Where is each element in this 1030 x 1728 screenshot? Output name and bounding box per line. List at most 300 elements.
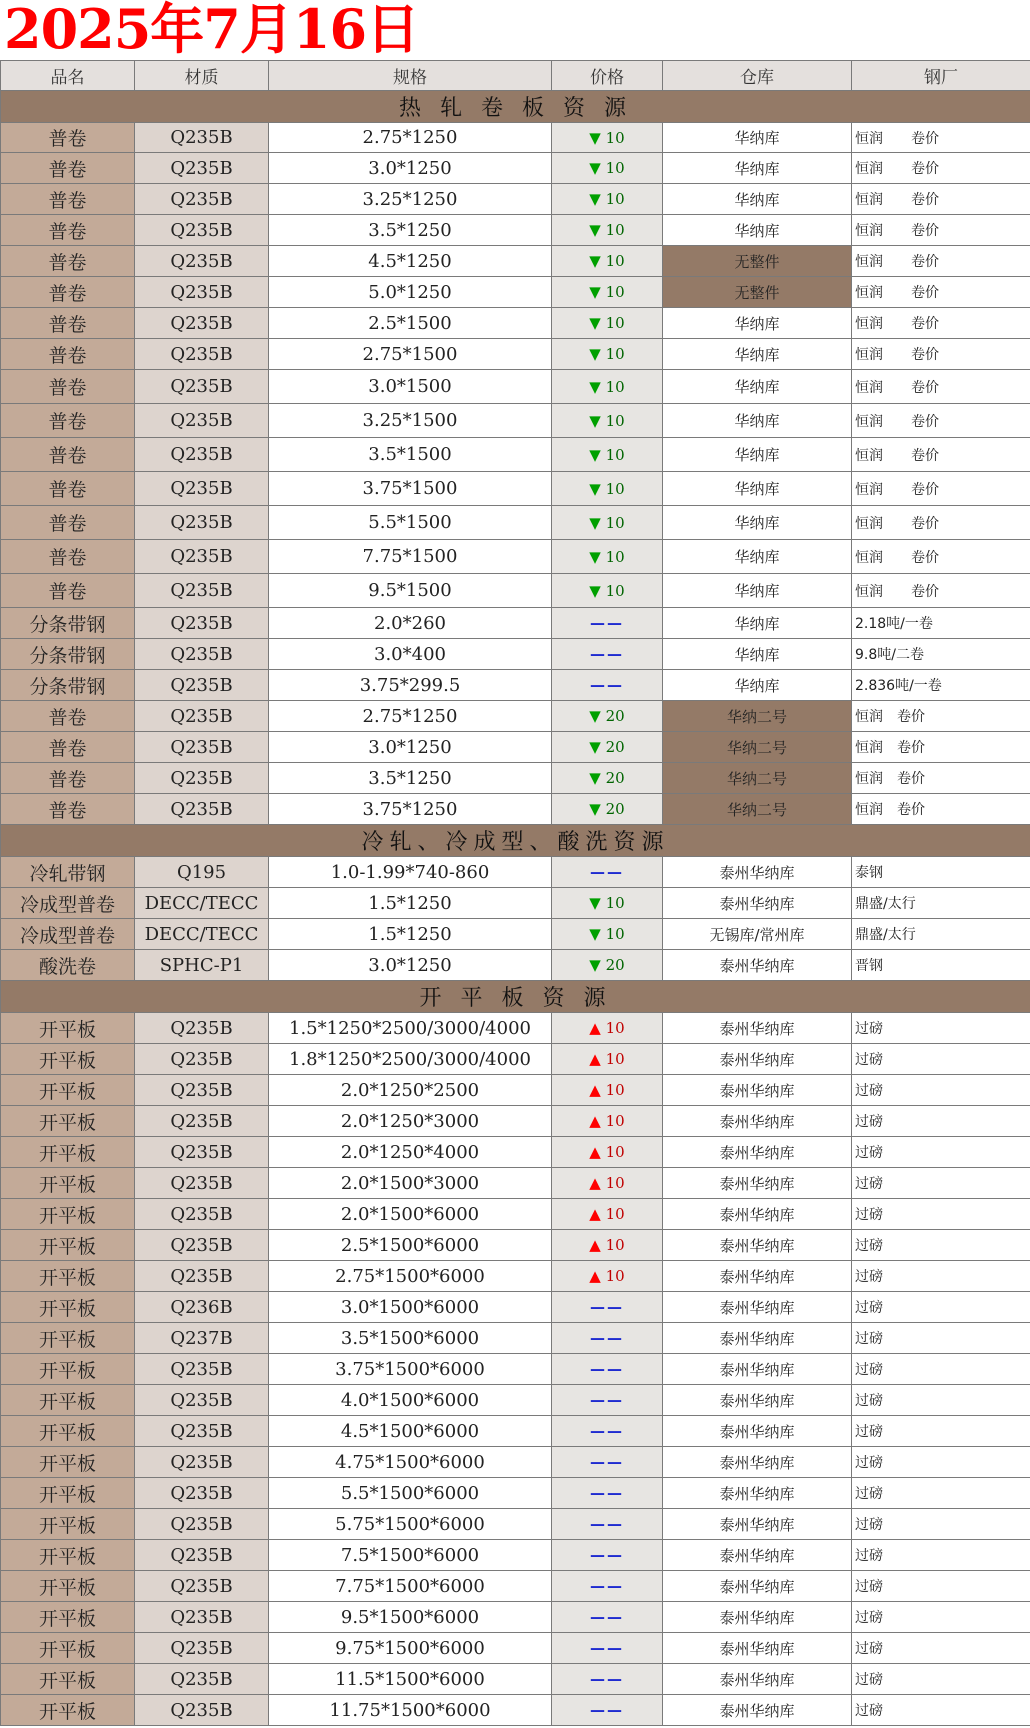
mill-cell: 恒润 卷价 bbox=[852, 246, 1030, 277]
section-header-row bbox=[1, 825, 1030, 857]
material-cell: Q235B bbox=[135, 1075, 269, 1106]
price-change-cell bbox=[552, 506, 663, 540]
no-change-dash-icon: —— bbox=[590, 1360, 624, 1378]
spec-cell: 7.75*1500 bbox=[269, 540, 552, 574]
mill-cell: 恒润 卷价 bbox=[852, 763, 1030, 794]
no-change-dash-icon: —— bbox=[590, 1639, 624, 1657]
spec-cell: 5.75*1500*6000 bbox=[269, 1509, 552, 1540]
spec-cell: 2.0*1500*6000 bbox=[269, 1199, 552, 1230]
table-row bbox=[1, 1664, 1030, 1695]
material-cell: Q235B bbox=[135, 123, 269, 153]
price-change-cell bbox=[552, 1602, 663, 1633]
table-row bbox=[1, 574, 1030, 608]
price-change-cell bbox=[552, 246, 663, 277]
spec-cell: 2.0*1250*2500 bbox=[269, 1075, 552, 1106]
mill-cell: 恒润 卷价 bbox=[852, 540, 1030, 574]
warehouse-cell: 华纳库 bbox=[663, 370, 852, 404]
table-row bbox=[1, 438, 1030, 472]
table-row bbox=[1, 1540, 1030, 1571]
price-table-body bbox=[1, 61, 1030, 1726]
product-name-cell: 开平板 bbox=[1, 1044, 135, 1075]
product-name-cell: 开平板 bbox=[1, 1664, 135, 1695]
price-change-value: 10 bbox=[605, 411, 625, 430]
mill-cell: 过磅 bbox=[852, 1106, 1030, 1137]
table-row bbox=[1, 1633, 1030, 1664]
page-title: 2025年7月16日 bbox=[4, 0, 420, 61]
up-arrow-icon: ▲ bbox=[589, 1174, 601, 1192]
no-change-dash-icon: —— bbox=[590, 676, 624, 694]
spec-cell: 2.5*1500 bbox=[269, 308, 552, 339]
material-cell: Q235B bbox=[135, 153, 269, 184]
warehouse-cell: 泰州华纳库 bbox=[663, 1602, 852, 1633]
table-row bbox=[1, 1602, 1030, 1633]
product-name-cell: 普卷 bbox=[1, 215, 135, 246]
product-name-cell: 开平板 bbox=[1, 1075, 135, 1106]
warehouse-cell: 泰州华纳库 bbox=[663, 1509, 852, 1540]
mill-cell: 恒润 卷价 bbox=[852, 277, 1030, 308]
price-change-cell bbox=[552, 339, 663, 370]
down-arrow-icon: ▼ bbox=[589, 252, 601, 270]
table-row bbox=[1, 215, 1030, 246]
material-cell: Q235B bbox=[135, 1168, 269, 1199]
spec-cell: 4.5*1500*6000 bbox=[269, 1416, 552, 1447]
spec-cell: 7.75*1500*6000 bbox=[269, 1571, 552, 1602]
mill-cell: 过磅 bbox=[852, 1478, 1030, 1509]
no-change-dash-icon: —— bbox=[590, 1515, 624, 1533]
product-name-cell: 开平板 bbox=[1, 1602, 135, 1633]
down-arrow-icon: ▼ bbox=[589, 190, 601, 208]
material-cell: Q235B bbox=[135, 670, 269, 701]
table-row bbox=[1, 472, 1030, 506]
material-cell: Q235B bbox=[135, 701, 269, 732]
table-row bbox=[1, 1168, 1030, 1199]
product-name-cell: 酸洗卷 bbox=[1, 950, 135, 981]
warehouse-cell: 泰州华纳库 bbox=[663, 1106, 852, 1137]
mill-cell: 过磅 bbox=[852, 1695, 1030, 1726]
warehouse-cell: 泰州华纳库 bbox=[663, 1540, 852, 1571]
spec-cell: 11.75*1500*6000 bbox=[269, 1695, 552, 1726]
price-change-cell bbox=[552, 1013, 663, 1044]
price-change-value: 10 bbox=[605, 345, 625, 363]
spec-cell: 3.0*400 bbox=[269, 639, 552, 670]
product-name-cell: 普卷 bbox=[1, 153, 135, 184]
mill-cell: 过磅 bbox=[852, 1230, 1030, 1261]
price-change-cell bbox=[552, 919, 663, 950]
material-cell: Q235B bbox=[135, 506, 269, 540]
warehouse-cell: 无锡库/常州库 bbox=[663, 919, 852, 950]
price-change-cell bbox=[552, 1106, 663, 1137]
material-cell: Q235B bbox=[135, 1137, 269, 1168]
spec-cell: 3.75*1500*6000 bbox=[269, 1354, 552, 1385]
mill-cell: 恒润 卷价 bbox=[852, 123, 1030, 153]
table-row bbox=[1, 763, 1030, 794]
warehouse-cell: 无整件 bbox=[663, 277, 852, 308]
material-cell: Q235B bbox=[135, 308, 269, 339]
mill-cell: 恒润 卷价 bbox=[852, 404, 1030, 438]
up-arrow-icon: ▲ bbox=[589, 1081, 601, 1099]
product-name-cell: 冷成型普卷 bbox=[1, 888, 135, 919]
spec-cell: 1.5*1250 bbox=[269, 888, 552, 919]
material-cell: DECC/TECC bbox=[135, 888, 269, 919]
product-name-cell: 开平板 bbox=[1, 1261, 135, 1292]
material-cell: Q235B bbox=[135, 1664, 269, 1695]
no-change-dash-icon: —— bbox=[590, 1577, 624, 1595]
up-arrow-icon: ▲ bbox=[589, 1267, 601, 1285]
product-name-cell: 开平板 bbox=[1, 1292, 135, 1323]
price-change-value: 10 bbox=[605, 1236, 625, 1254]
price-change-value: 10 bbox=[605, 1050, 625, 1068]
spec-cell: 2.75*1500*6000 bbox=[269, 1261, 552, 1292]
product-name-cell: 开平板 bbox=[1, 1323, 135, 1354]
price-change-value: 10 bbox=[605, 547, 625, 566]
material-cell: DECC/TECC bbox=[135, 919, 269, 950]
table-row bbox=[1, 1416, 1030, 1447]
mill-cell: 恒润 卷价 bbox=[852, 574, 1030, 608]
warehouse-cell: 华纳库 bbox=[663, 472, 852, 506]
product-name-cell: 普卷 bbox=[1, 540, 135, 574]
table-row bbox=[1, 857, 1030, 888]
product-name-cell: 开平板 bbox=[1, 1199, 135, 1230]
down-arrow-icon: ▼ bbox=[589, 445, 601, 464]
product-name-cell: 冷成型普卷 bbox=[1, 919, 135, 950]
no-change-dash-icon: —— bbox=[590, 1329, 624, 1347]
up-arrow-icon: ▲ bbox=[589, 1019, 601, 1037]
product-name-cell: 普卷 bbox=[1, 246, 135, 277]
material-cell: Q235B bbox=[135, 1633, 269, 1664]
warehouse-cell: 泰州华纳库 bbox=[663, 1633, 852, 1664]
product-name-cell: 冷轧带钢 bbox=[1, 857, 135, 888]
warehouse-cell: 泰州华纳库 bbox=[663, 1044, 852, 1075]
price-change-cell bbox=[552, 888, 663, 919]
table-row bbox=[1, 1013, 1030, 1044]
price-change-cell bbox=[552, 404, 663, 438]
warehouse-cell: 华纳库 bbox=[663, 438, 852, 472]
price-table bbox=[0, 60, 1030, 1726]
product-name-cell: 普卷 bbox=[1, 370, 135, 404]
table-row bbox=[1, 1044, 1030, 1075]
spec-cell: 2.5*1500*6000 bbox=[269, 1230, 552, 1261]
price-change-cell bbox=[552, 1292, 663, 1323]
warehouse-cell: 泰州华纳库 bbox=[663, 1323, 852, 1354]
down-arrow-icon: ▼ bbox=[589, 547, 601, 566]
price-change-cell bbox=[552, 1695, 663, 1726]
header-cell-material: 材质 bbox=[135, 61, 269, 91]
product-name-cell: 普卷 bbox=[1, 472, 135, 506]
mill-cell: 过磅 bbox=[852, 1571, 1030, 1602]
mill-cell: 过磅 bbox=[852, 1168, 1030, 1199]
price-change-value: 10 bbox=[605, 1081, 625, 1099]
warehouse-cell: 华纳库 bbox=[663, 506, 852, 540]
no-change-dash-icon: —— bbox=[590, 1453, 624, 1471]
down-arrow-icon: ▼ bbox=[589, 513, 601, 532]
warehouse-cell: 泰州华纳库 bbox=[663, 1478, 852, 1509]
spec-cell: 4.0*1500*6000 bbox=[269, 1385, 552, 1416]
material-cell: Q235B bbox=[135, 472, 269, 506]
product-name-cell: 开平板 bbox=[1, 1447, 135, 1478]
mill-cell: 9.8吨/二卷 bbox=[852, 639, 1030, 670]
table-row bbox=[1, 1106, 1030, 1137]
warehouse-cell: 泰州华纳库 bbox=[663, 888, 852, 919]
no-change-dash-icon: —— bbox=[590, 614, 624, 632]
price-change-cell bbox=[552, 1540, 663, 1571]
spec-cell: 2.0*1500*3000 bbox=[269, 1168, 552, 1199]
price-change-cell bbox=[552, 215, 663, 246]
no-change-dash-icon: —— bbox=[590, 1608, 624, 1626]
product-name-cell: 开平板 bbox=[1, 1416, 135, 1447]
table-row bbox=[1, 404, 1030, 438]
table-row bbox=[1, 608, 1030, 639]
spec-cell: 11.5*1500*6000 bbox=[269, 1664, 552, 1695]
price-change-value: 10 bbox=[605, 513, 625, 532]
header-cell-spec: 规格 bbox=[269, 61, 552, 91]
material-cell: Q235B bbox=[135, 1013, 269, 1044]
product-name-cell: 开平板 bbox=[1, 1571, 135, 1602]
product-name-cell: 开平板 bbox=[1, 1013, 135, 1044]
spec-cell: 5.5*1500 bbox=[269, 506, 552, 540]
warehouse-cell: 无整件 bbox=[663, 246, 852, 277]
mill-cell: 恒润 卷价 bbox=[852, 438, 1030, 472]
mill-cell: 恒润 卷价 bbox=[852, 153, 1030, 184]
price-change-cell bbox=[552, 670, 663, 701]
price-change-cell bbox=[552, 1168, 663, 1199]
spec-cell: 9.5*1500 bbox=[269, 574, 552, 608]
table-row bbox=[1, 184, 1030, 215]
down-arrow-icon: ▼ bbox=[589, 956, 601, 974]
table-row bbox=[1, 277, 1030, 308]
product-name-cell: 普卷 bbox=[1, 404, 135, 438]
material-cell: Q235B bbox=[135, 639, 269, 670]
no-change-dash-icon: —— bbox=[590, 1391, 624, 1409]
material-cell: Q235B bbox=[135, 438, 269, 472]
warehouse-cell: 华纳库 bbox=[663, 339, 852, 370]
material-cell: Q235B bbox=[135, 1106, 269, 1137]
no-change-dash-icon: —— bbox=[590, 863, 624, 881]
warehouse-cell: 泰州华纳库 bbox=[663, 950, 852, 981]
price-change-value: 10 bbox=[605, 1174, 625, 1192]
section-header-row bbox=[1, 981, 1030, 1013]
product-name-cell: 开平板 bbox=[1, 1354, 135, 1385]
no-change-dash-icon: —— bbox=[590, 1298, 624, 1316]
warehouse-cell: 华纳库 bbox=[663, 670, 852, 701]
material-cell: Q236B bbox=[135, 1292, 269, 1323]
material-cell: Q235B bbox=[135, 1044, 269, 1075]
warehouse-cell: 泰州华纳库 bbox=[663, 1137, 852, 1168]
product-name-cell: 分条带钢 bbox=[1, 670, 135, 701]
material-cell: Q235B bbox=[135, 1540, 269, 1571]
spec-cell: 2.75*1250 bbox=[269, 701, 552, 732]
header-cell-mill: 钢厂 bbox=[852, 61, 1030, 91]
product-name-cell: 普卷 bbox=[1, 763, 135, 794]
material-cell: Q235B bbox=[135, 1416, 269, 1447]
price-change-value: 10 bbox=[605, 221, 625, 239]
table-row bbox=[1, 1137, 1030, 1168]
table-row bbox=[1, 506, 1030, 540]
mill-cell: 过磅 bbox=[852, 1075, 1030, 1106]
mill-cell: 鼎盛/太行 bbox=[852, 888, 1030, 919]
mill-cell: 恒润 卷价 bbox=[852, 506, 1030, 540]
spec-cell: 1.5*1250*2500/3000/4000 bbox=[269, 1013, 552, 1044]
price-change-value: 10 bbox=[605, 925, 625, 943]
warehouse-cell: 华纳库 bbox=[663, 540, 852, 574]
price-change-value: 10 bbox=[605, 894, 625, 912]
spec-cell: 3.5*1500*6000 bbox=[269, 1323, 552, 1354]
material-cell: Q235B bbox=[135, 246, 269, 277]
header-cell-price: 价格 bbox=[552, 61, 663, 91]
price-change-cell bbox=[552, 574, 663, 608]
section-header-row bbox=[1, 91, 1030, 123]
table-row bbox=[1, 701, 1030, 732]
price-change-cell bbox=[552, 1230, 663, 1261]
spec-cell: 3.0*1250 bbox=[269, 732, 552, 763]
mill-cell: 过磅 bbox=[852, 1013, 1030, 1044]
mill-cell: 恒润 卷价 bbox=[852, 370, 1030, 404]
table-row bbox=[1, 1447, 1030, 1478]
warehouse-cell: 华纳库 bbox=[663, 639, 852, 670]
warehouse-cell: 华纳库 bbox=[663, 153, 852, 184]
up-arrow-icon: ▲ bbox=[589, 1143, 601, 1161]
product-name-cell: 开平板 bbox=[1, 1230, 135, 1261]
price-change-value: 10 bbox=[605, 159, 625, 177]
material-cell: Q235B bbox=[135, 608, 269, 639]
table-row bbox=[1, 123, 1030, 153]
warehouse-cell: 泰州华纳库 bbox=[663, 1261, 852, 1292]
warehouse-cell: 华纳库 bbox=[663, 308, 852, 339]
product-name-cell: 普卷 bbox=[1, 574, 135, 608]
table-row bbox=[1, 950, 1030, 981]
spec-cell: 3.75*299.5 bbox=[269, 670, 552, 701]
table-row bbox=[1, 1230, 1030, 1261]
warehouse-cell: 泰州华纳库 bbox=[663, 1199, 852, 1230]
mill-cell: 过磅 bbox=[852, 1044, 1030, 1075]
product-name-cell: 开平板 bbox=[1, 1509, 135, 1540]
header-cell-warehouse: 仓库 bbox=[663, 61, 852, 91]
product-name-cell: 开平板 bbox=[1, 1540, 135, 1571]
table-row bbox=[1, 308, 1030, 339]
table-row bbox=[1, 246, 1030, 277]
warehouse-cell: 华纳二号 bbox=[663, 732, 852, 763]
mill-cell: 恒润 卷价 bbox=[852, 215, 1030, 246]
spec-cell: 2.0*1250*4000 bbox=[269, 1137, 552, 1168]
mill-cell: 过磅 bbox=[852, 1602, 1030, 1633]
spec-cell: 5.0*1250 bbox=[269, 277, 552, 308]
down-arrow-icon: ▼ bbox=[589, 925, 601, 943]
spec-cell: 3.5*1250 bbox=[269, 215, 552, 246]
warehouse-cell: 泰州华纳库 bbox=[663, 1075, 852, 1106]
spec-cell: 2.75*1500 bbox=[269, 339, 552, 370]
material-cell: Q235B bbox=[135, 1199, 269, 1230]
spec-cell: 1.5*1250 bbox=[269, 919, 552, 950]
warehouse-cell: 华纳二号 bbox=[663, 794, 852, 825]
warehouse-cell: 泰州华纳库 bbox=[663, 1013, 852, 1044]
table-row bbox=[1, 670, 1030, 701]
product-name-cell: 开平板 bbox=[1, 1168, 135, 1199]
down-arrow-icon: ▼ bbox=[589, 769, 601, 787]
product-name-cell: 普卷 bbox=[1, 277, 135, 308]
product-name-cell: 普卷 bbox=[1, 308, 135, 339]
spec-cell: 3.0*1250 bbox=[269, 153, 552, 184]
warehouse-cell: 泰州华纳库 bbox=[663, 1292, 852, 1323]
price-change-cell bbox=[552, 472, 663, 506]
spec-cell: 2.0*260 bbox=[269, 608, 552, 639]
table-row bbox=[1, 639, 1030, 670]
price-change-value: 20 bbox=[605, 800, 625, 818]
warehouse-cell: 华纳库 bbox=[663, 215, 852, 246]
table-row bbox=[1, 794, 1030, 825]
material-cell: Q235B bbox=[135, 215, 269, 246]
mill-cell: 恒润 卷价 bbox=[852, 472, 1030, 506]
spec-cell: 2.75*1250 bbox=[269, 123, 552, 153]
product-name-cell: 普卷 bbox=[1, 701, 135, 732]
table-row bbox=[1, 1199, 1030, 1230]
spec-cell: 9.75*1500*6000 bbox=[269, 1633, 552, 1664]
product-name-cell: 开平板 bbox=[1, 1106, 135, 1137]
warehouse-cell: 泰州华纳库 bbox=[663, 1416, 852, 1447]
price-change-value: 10 bbox=[605, 377, 625, 396]
price-change-value: 10 bbox=[605, 1143, 625, 1161]
mill-cell: 过磅 bbox=[852, 1292, 1030, 1323]
material-cell: Q235B bbox=[135, 540, 269, 574]
price-change-value: 20 bbox=[605, 769, 625, 787]
spec-cell: 3.0*1500*6000 bbox=[269, 1292, 552, 1323]
table-row bbox=[1, 1509, 1030, 1540]
mill-cell: 过磅 bbox=[852, 1540, 1030, 1571]
price-change-cell bbox=[552, 370, 663, 404]
price-change-value: 10 bbox=[605, 252, 625, 270]
warehouse-cell: 泰州华纳库 bbox=[663, 857, 852, 888]
material-cell: Q235B bbox=[135, 1261, 269, 1292]
price-change-cell bbox=[552, 123, 663, 153]
material-cell: Q235B bbox=[135, 732, 269, 763]
material-cell: Q235B bbox=[135, 1695, 269, 1726]
spec-cell: 3.25*1250 bbox=[269, 184, 552, 215]
price-change-cell bbox=[552, 1075, 663, 1106]
table-row bbox=[1, 888, 1030, 919]
price-change-cell bbox=[552, 1447, 663, 1478]
table-row bbox=[1, 1385, 1030, 1416]
table-row bbox=[1, 1695, 1030, 1726]
price-change-value: 10 bbox=[605, 1267, 625, 1285]
spec-cell: 3.0*1250 bbox=[269, 950, 552, 981]
product-name-cell: 开平板 bbox=[1, 1137, 135, 1168]
table-row bbox=[1, 1354, 1030, 1385]
product-name-cell: 开平板 bbox=[1, 1695, 135, 1726]
down-arrow-icon: ▼ bbox=[589, 800, 601, 818]
material-cell: Q235B bbox=[135, 1478, 269, 1509]
product-name-cell: 普卷 bbox=[1, 794, 135, 825]
price-change-cell bbox=[552, 1137, 663, 1168]
mill-cell: 鼎盛/太行 bbox=[852, 919, 1030, 950]
product-name-cell: 普卷 bbox=[1, 184, 135, 215]
table-row bbox=[1, 153, 1030, 184]
spec-cell: 4.75*1500*6000 bbox=[269, 1447, 552, 1478]
down-arrow-icon: ▼ bbox=[589, 159, 601, 177]
down-arrow-icon: ▼ bbox=[589, 283, 601, 301]
price-change-cell bbox=[552, 639, 663, 670]
price-change-cell bbox=[552, 732, 663, 763]
material-cell: Q235B bbox=[135, 1385, 269, 1416]
product-name-cell: 普卷 bbox=[1, 339, 135, 370]
mill-cell: 恒润 卷价 bbox=[852, 701, 1030, 732]
mill-cell: 2.18吨/一卷 bbox=[852, 608, 1030, 639]
material-cell: Q235B bbox=[135, 1230, 269, 1261]
warehouse-cell: 华纳二号 bbox=[663, 763, 852, 794]
material-cell: Q235B bbox=[135, 370, 269, 404]
mill-cell: 过磅 bbox=[852, 1664, 1030, 1695]
spec-cell: 3.0*1500 bbox=[269, 370, 552, 404]
price-change-cell bbox=[552, 1664, 663, 1695]
price-change-cell bbox=[552, 1261, 663, 1292]
down-arrow-icon: ▼ bbox=[589, 314, 601, 332]
